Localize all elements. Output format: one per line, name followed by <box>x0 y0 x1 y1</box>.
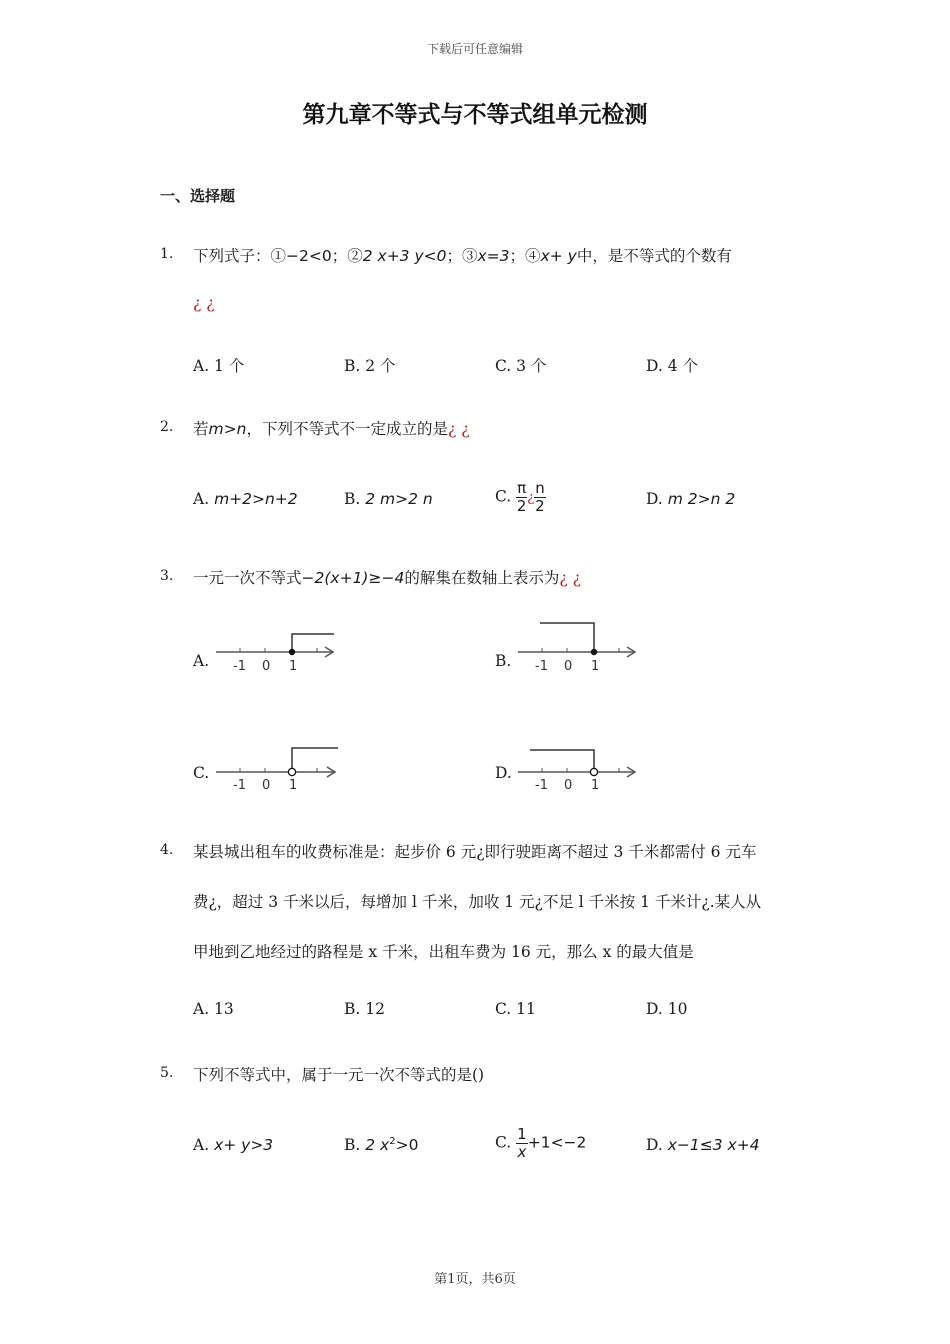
tick-label: -1 <box>535 659 548 674</box>
page-footer: 第1页，共6页 <box>434 1272 516 1287</box>
tick-label: -1 <box>233 659 246 674</box>
option-a: A. m+2>n+2 <box>193 490 298 508</box>
tick-label: 1 <box>591 778 600 792</box>
option-c: C. $\frac{\pi}{2}$ ¿ $\frac{n}{2}$ <box>495 479 545 515</box>
option-a: A. 13 <box>193 1000 234 1018</box>
option-b: B. 2 个 <box>344 357 396 375</box>
question-1-text: 下列式子：①−2<0；②2 x+3 y<0；③x=3；④x+ y中，是不等式的个数有 <box>193 247 732 265</box>
question-2-text: 若m>n，下列不等式不一定成立的是¿ ¿ <box>193 420 470 438</box>
option-c: C. 3 个 <box>495 357 547 375</box>
document-title: 第九章不等式与不等式组单元检测 <box>302 101 648 128</box>
tick-label: 0 <box>564 659 573 674</box>
number-line-b <box>514 620 644 675</box>
option-a: A. <box>193 652 210 670</box>
page-header: 下载后可任意编辑 <box>426 42 523 56</box>
blank-marks: ¿ ¿ <box>193 294 215 312</box>
option-c: C. 11 <box>495 1000 536 1018</box>
option-b: B. 12 <box>344 1000 385 1018</box>
number-line-a <box>212 628 342 678</box>
question-number: 1. <box>160 246 174 262</box>
option-b: B. <box>495 652 512 670</box>
option-d: D. 10 <box>646 1000 688 1018</box>
tick-label: 0 <box>262 659 271 674</box>
section-heading: 一、选择题 <box>160 187 236 205</box>
question-number: 5. <box>160 1065 174 1081</box>
question-5-text: 下列不等式中，属于一元一次不等式的是() <box>193 1066 485 1084</box>
question-4-line-2: 费¿，超过 3 千米以后，每增加 l 千米，加收 1 元¿不足 l 千米按 1 千米计¿.某人从 <box>193 893 762 911</box>
option-b: B. 2 m>2 n <box>344 490 433 508</box>
question-4-line-3: 甲地到乙地经过的路程是 x 千米，出租车费为 16 元，那么 x 的最大值是 <box>193 943 694 961</box>
option-a: A. x+ y>3 <box>193 1136 274 1154</box>
question-number: 4. <box>160 842 174 858</box>
question-number: 3. <box>160 568 174 584</box>
option-b: B. 2 $x^2>0$ <box>344 1136 419 1155</box>
option-c: C. $\frac{1}{x}$ +1<−2 <box>495 1125 587 1161</box>
tick-label: 1 <box>289 659 298 674</box>
question-4-line-1: 某县城出租车的收费标准是：起步价 6 元¿即行驶距离不超过 3 千米都需付 6 元车 <box>193 843 757 861</box>
option-d: D. x−1≤3 x+4 <box>646 1136 760 1154</box>
tick-label: 0 <box>262 778 271 792</box>
number-line-d <box>514 742 644 792</box>
option-d: D. <box>495 764 512 782</box>
option-d: D. 4 个 <box>646 357 699 375</box>
option-d: D. m 2>n 2 <box>646 490 736 508</box>
option-c: C. <box>193 764 210 782</box>
question-number: 2. <box>160 419 174 435</box>
tick-label: 0 <box>564 778 573 792</box>
option-a: A. 1 个 <box>193 357 245 375</box>
tick-label: -1 <box>535 778 548 792</box>
question-3-text: 一元一次不等式−2(x+1)≥−4的解集在数轴上表示为¿ ¿ <box>193 569 581 587</box>
tick-label: 1 <box>289 778 298 792</box>
tick-label: 1 <box>591 659 600 674</box>
number-line-c <box>212 742 344 792</box>
tick-label: -1 <box>233 778 246 792</box>
